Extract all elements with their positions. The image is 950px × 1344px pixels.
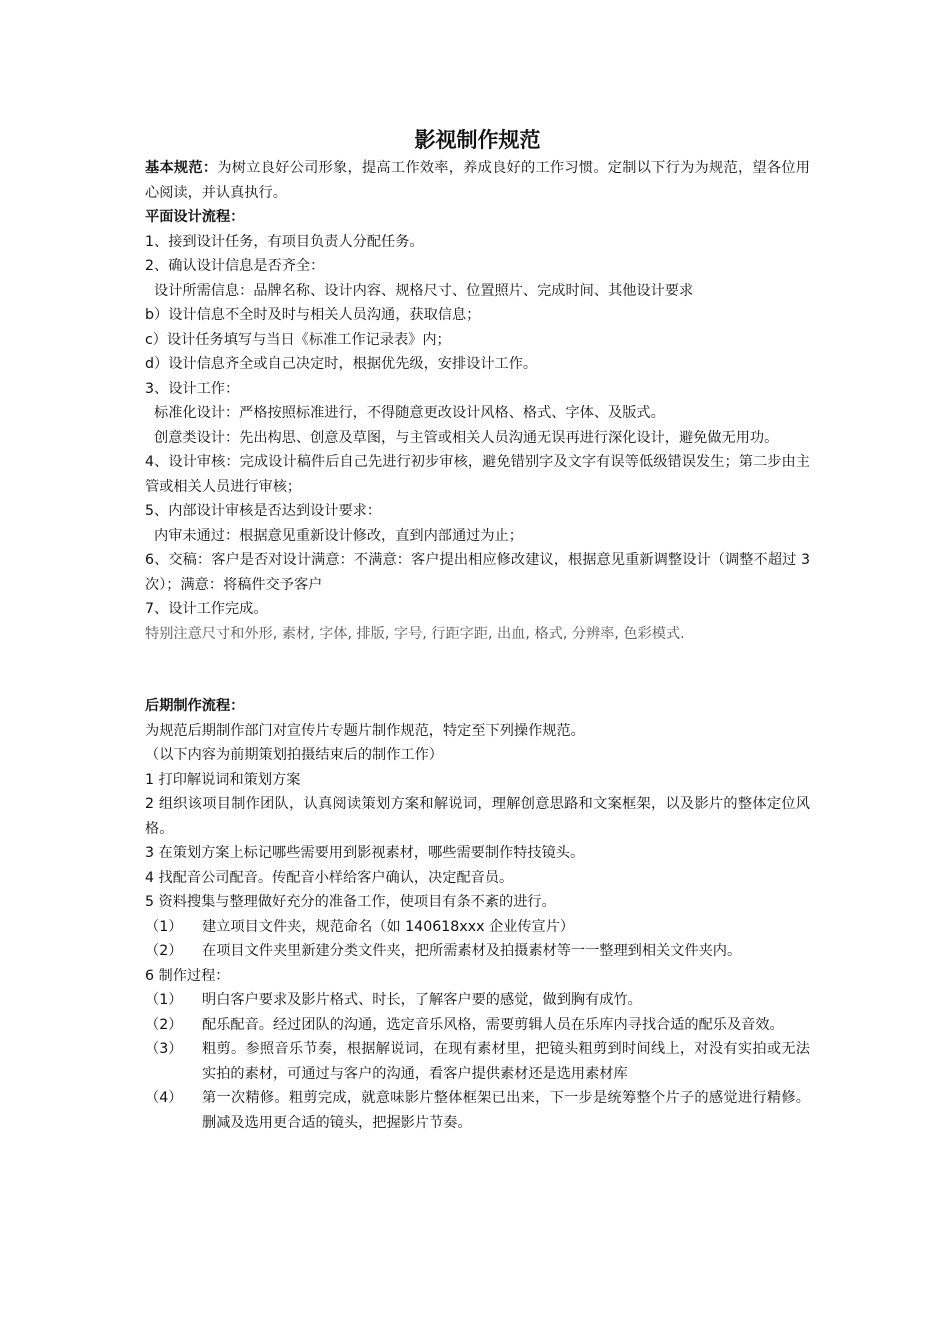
list-item-number: （3）	[145, 1041, 183, 1057]
list-item	[145, 1086, 810, 1135]
graphic-step-5a: 内审未通过：根据意见重新设计修改，直到内部通过为止；	[154, 527, 523, 544]
graphic-step-2: 2、确认设计信息是否齐全：	[145, 258, 325, 274]
list-item-number: （4）	[145, 1090, 183, 1106]
graphic-step-3: 3、设计工作：	[145, 380, 240, 397]
post-step-4: 4 找配音公司配音。传配音小样给客户确认，决定配音员。	[145, 869, 514, 886]
graphic-step-2c: c）设计任务填写与当日《标准工作记录表》内；	[145, 331, 451, 348]
graphic-design-heading: 平面设计流程：	[145, 209, 245, 225]
post-step-3: 3 在策划方案上标记哪些需要用到影视素材，哪些需要制作特技镜头。	[145, 845, 585, 861]
list-item	[145, 1037, 810, 1086]
list-item-number: （2）	[145, 1016, 183, 1033]
document-title: 影视制作规范	[414, 128, 541, 152]
basic-rules-text: 为树立良好公司形象，提高工作效率，养成良好的工作习惯。定制以下行为为规范，望各位用心阅读，并认真执行。	[145, 160, 810, 201]
list-item-number: （1）	[145, 918, 183, 935]
list-item-text: 建立项目文件夹，规范命名（如 140618xxx 企业传宣片）	[202, 918, 575, 935]
list-item-text: 粗剪。参照音乐节奏，根据解说词，在现有素材里，把镜头粗剪到时间线上，对没有实拍或无法实拍的素材，可通过与客户的沟通，看客户提供素材还是选用素材库	[202, 1041, 810, 1082]
list-item	[145, 915, 810, 940]
graphic-note: 特别注意尺寸和外形, 素材, 字体, 排版, 字号, 行距字距, 出血, 格式, 分辨率, 色彩模式.	[145, 625, 685, 642]
post-production-heading: 后期制作流程：	[145, 698, 245, 714]
post-step-1: 1 打印解说词和策划方案	[145, 771, 301, 788]
list-item-text: 第一次精修。粗剪完成，就意味影片整体框架已出来，下一步是统筹整个片子的感觉进行精修。删减及选用更合适的镜头，把握影片节奏。	[202, 1090, 810, 1131]
graphic-step-7: 7、设计工作完成。	[145, 601, 268, 617]
graphic-step-3a: 标准化设计：严格按照标准进行，不得随意更改设计风格、格式、字体、及版式。	[154, 405, 665, 421]
graphic-step-1: 1、接到设计任务，有项目负责人分配任务。	[145, 233, 424, 250]
graphic-step-6: 6、交稿：客户是否对设计满意：不满意：客户提出相应修改建议，根据意见重新调整设计（调整不超过 3 次）；满意：将稿件交予客户	[145, 552, 810, 593]
graphic-step-2d: d）设计信息齐全或自己决定时，根据优先级，安排设计工作。	[145, 356, 538, 372]
graphic-step-5: 5、内部设计审核是否达到设计要求：	[145, 503, 382, 519]
list-item-text: 明白客户要求及影片格式、时长，了解客户要的感觉，做到胸有成竹。	[202, 992, 642, 1008]
graphic-step-4: 4、设计审核：完成设计稿件后自己先进行初步审核，避免错别字及文字有误等低级错误发生；第二步由主管或相关人员进行审核；	[145, 454, 810, 495]
graphic-step-2a: 设计所需信息：品牌名称、设计内容、规格尺寸、位置照片、完成时间、其他设计要求	[154, 282, 694, 299]
basic-rules-label: 基本规范：	[145, 160, 218, 176]
post-step-2: 2 组织该项目制作团队，认真阅读策划方案和解说词，理解创意思路和文案框架，以及影片的整体定位风格。	[145, 796, 810, 837]
list-item-number: （2）	[145, 943, 183, 959]
section-spacer	[145, 646, 810, 694]
list-item	[145, 939, 810, 964]
post-intro-1: 为规范后期制作部门对宣传片专题片制作规范，特定至下列操作规范。	[145, 722, 585, 739]
list-item-text: 在项目文件夹里新建分类文件夹，把所需素材及拍摄素材等一一整理到相关文件夹内。	[202, 943, 742, 959]
list-item	[145, 1013, 810, 1038]
graphic-step-3b: 创意类设计：先出构思、创意及草图，与主管或相关人员沟通无误再进行深化设计，避免做无用功。	[154, 429, 779, 446]
list-item-number: （1）	[145, 992, 183, 1008]
list-item-text: 配乐配音。经过团队的沟通，选定音乐风格，需要剪辑人员在乐库内寻找合适的配乐及音效。	[202, 1016, 784, 1033]
post-step-6: 6 制作过程：	[145, 967, 230, 984]
post-step-5: 5 资料搜集与整理做好充分的准备工作，使项目有条不紊的进行。	[145, 894, 556, 910]
basic-rules-paragraph	[145, 156, 810, 205]
graphic-step-2b: b）设计信息不全时及时与相关人员沟通，获取信息；	[145, 307, 481, 323]
post-intro-2: （以下内容为前期策划拍摄结束后的制作工作）	[145, 747, 443, 763]
list-item	[145, 988, 810, 1013]
document-body	[145, 124, 810, 1135]
